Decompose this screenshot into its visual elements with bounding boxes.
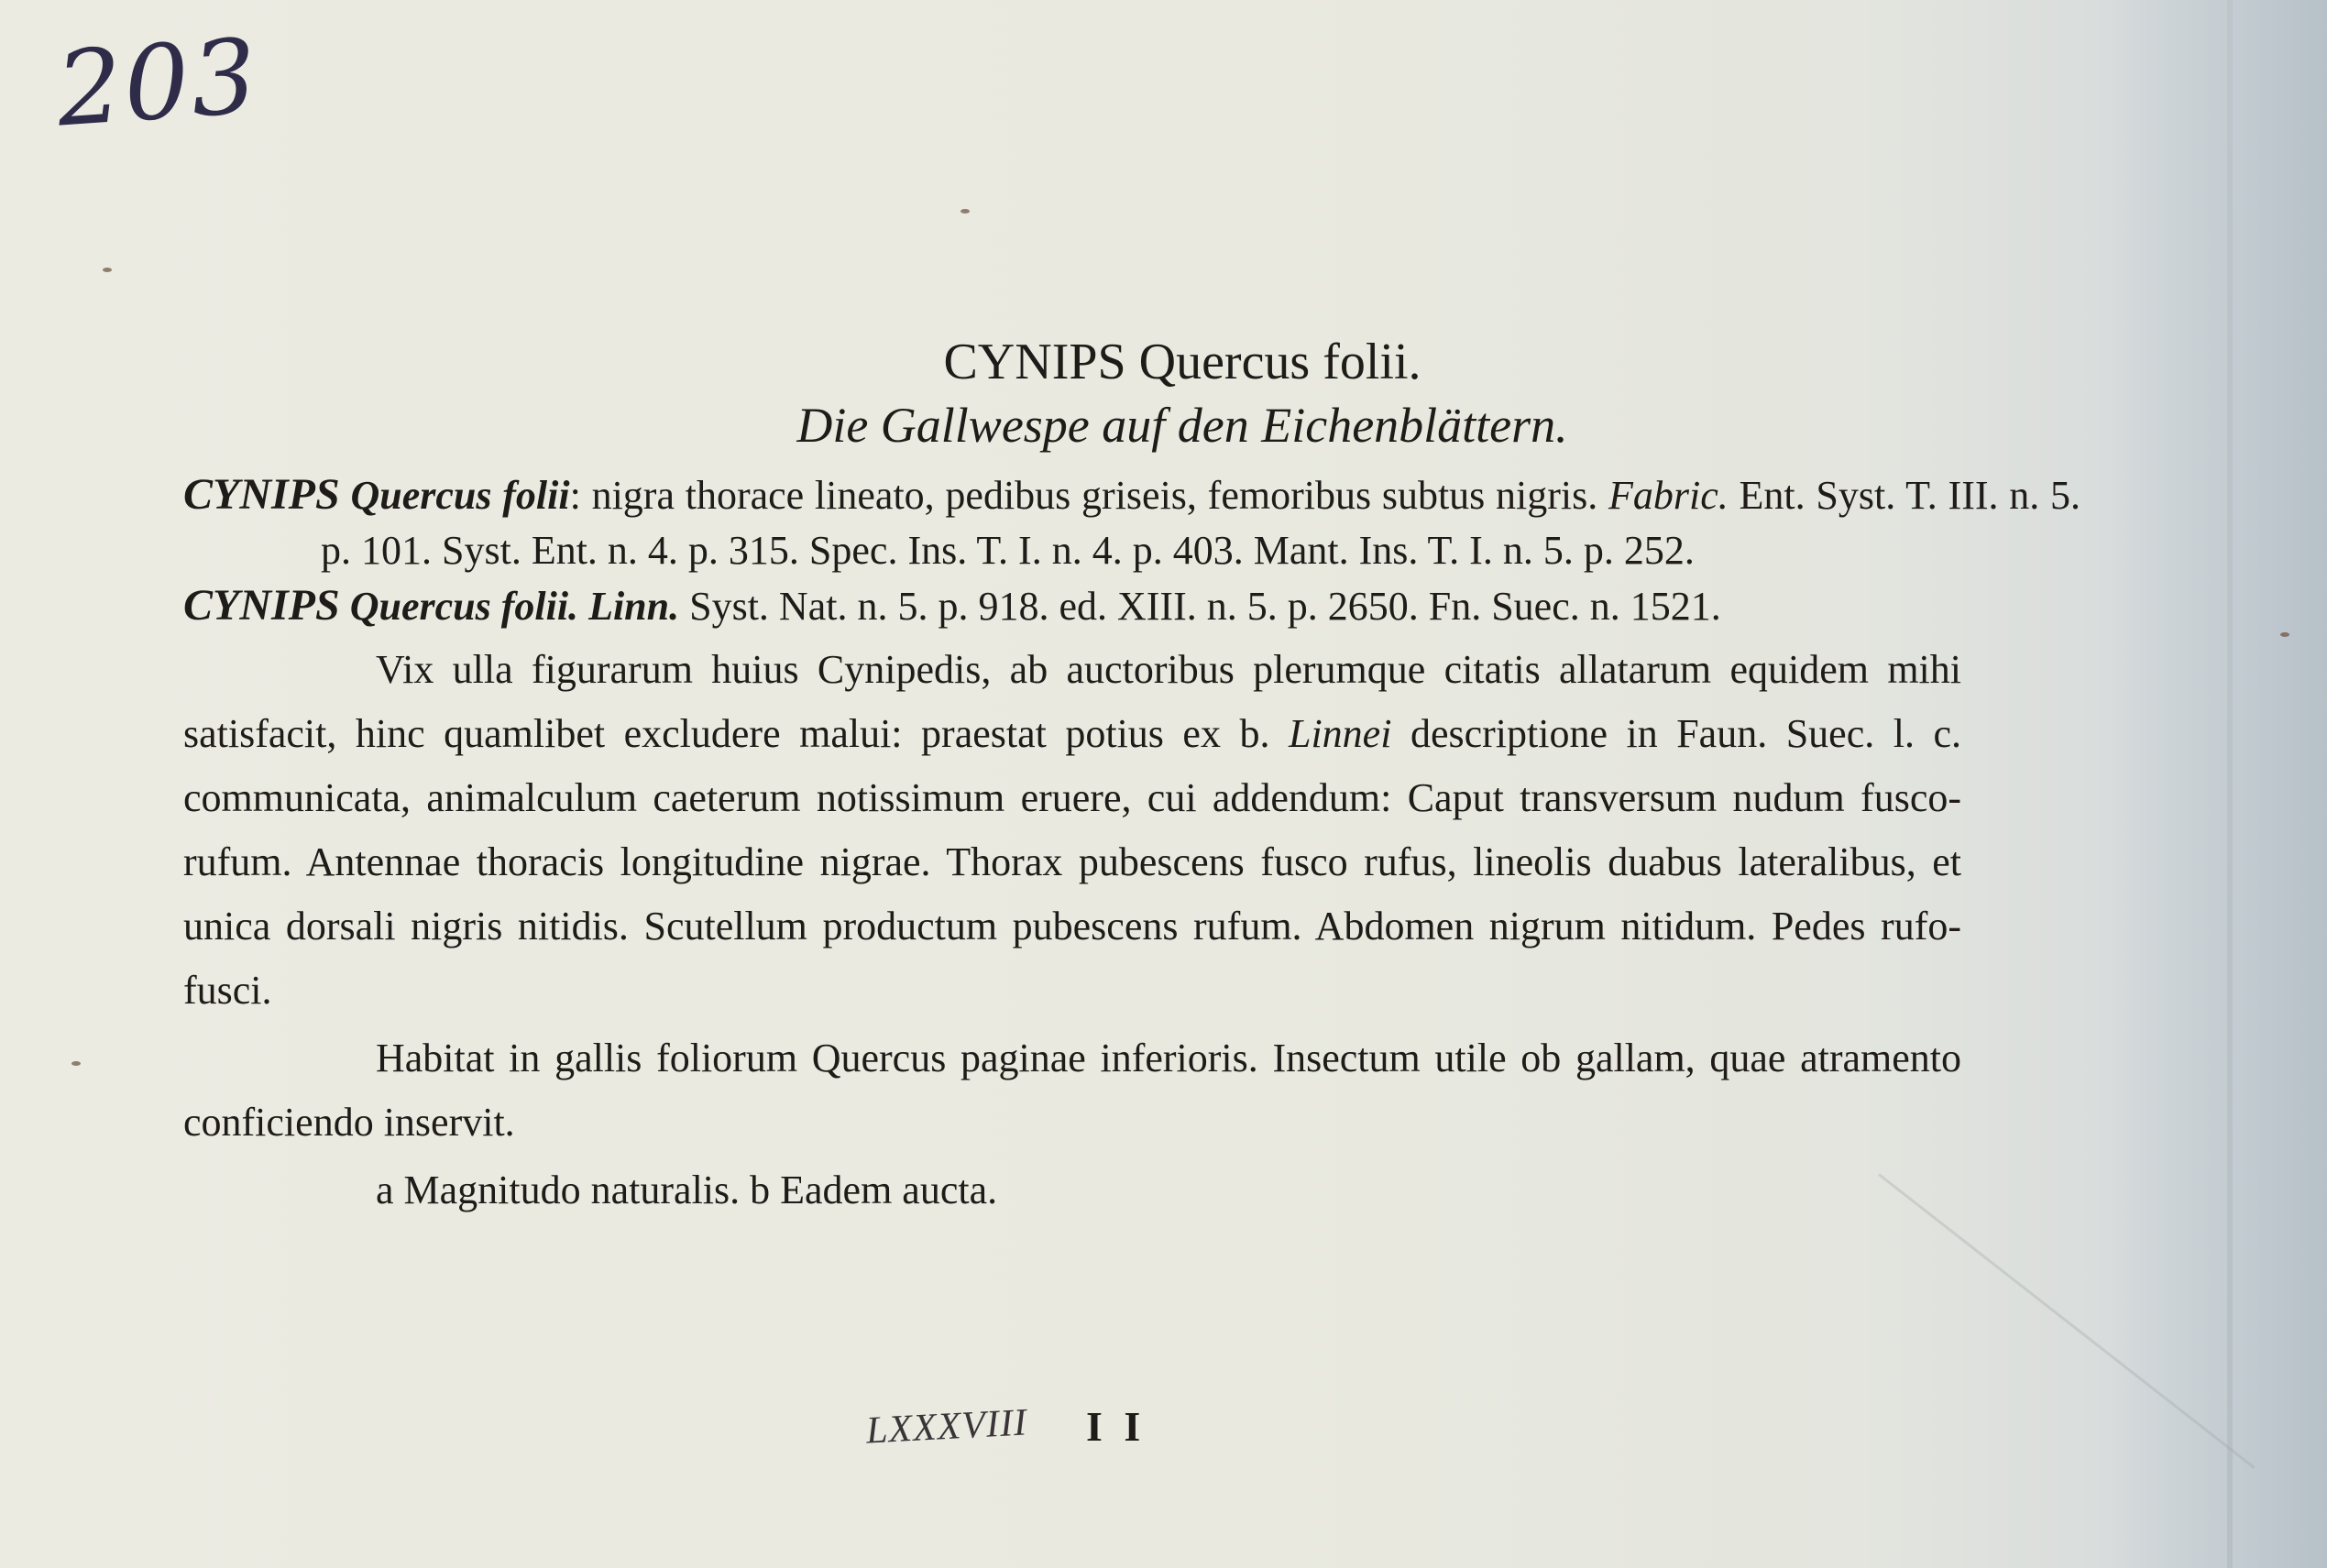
author-fabricius: Fabric. bbox=[1608, 473, 1729, 518]
page-shadow bbox=[2108, 0, 2327, 1568]
genus-name: CYNIPS bbox=[183, 470, 340, 519]
description-paragraph bbox=[183, 638, 1961, 1023]
synonymy-entry-fabricius bbox=[183, 467, 2080, 578]
paper-speck bbox=[103, 268, 112, 272]
species-name: Quercus folii. bbox=[349, 584, 579, 629]
handwritten-folio-number: 203 bbox=[52, 16, 263, 150]
paper-speck bbox=[71, 1061, 81, 1066]
paragraph-text: Vix ulla figurarum huius Cynipedis, ab auctoribus plerumque citatis allatarum equidem mihi satisfacit, hinc quamlibet excludere malui: praestat potius ex b. bbox=[183, 647, 1961, 756]
signature-mark: I I bbox=[1085, 1403, 1147, 1450]
paper-speck bbox=[960, 209, 970, 214]
plate-text bbox=[183, 330, 2080, 1221]
habitat-paragraph: Habitat in gallis foliorum Quercus paginae inferioris. Insectum utile ob gallam, quae atramento conficiendo inservit. bbox=[183, 1036, 1961, 1145]
handwritten-plate-number: LXXXVIII bbox=[864, 1400, 1029, 1453]
figure-caption: a Magnitudo naturalis. b Eadem aucta. bbox=[376, 1168, 998, 1212]
page-title: CYNIPS Quercus folii. bbox=[943, 334, 1421, 390]
paragraph-text: descriptione in Faun. Suec. l. c. communicata, animalculum caeterum notissimum eruere, cui addendum: Caput transversum nudum fusco-rufum. Antennae thoracis longitudine nigrae. Thorax pubescens fusco rufus, lineolis duabus lateralibus, et unica dorsali nigris nitidis. Scutellum productum pubescens rufum. Abdomen nigrum nitidum. Pedes rufo-fusci. bbox=[183, 711, 1962, 1013]
entry-colon: : bbox=[569, 473, 581, 518]
author-linnaeus: Linn. bbox=[588, 584, 680, 629]
entry-references: Syst. Nat. n. 5. p. 918. ed. XIII. n. 5. p. 2650. Fn. Suec. n. 1521. bbox=[679, 584, 1721, 629]
entry-diagnosis: nigra thorace lineato, pedibus griseis, femoribus subtus nigris. bbox=[580, 473, 1609, 518]
plate-footer bbox=[866, 1402, 1146, 1475]
page-subtitle: Die Gallwespe auf den Eichenblättern. bbox=[796, 398, 1568, 453]
genus-name: CYNIPS bbox=[183, 581, 340, 630]
entry-references: Ent. Syst. T. III. n. 5. p. 101. Syst. Ent. n. 4. p. 315. Spec. Ins. T. I. n. 4. p. 403. Mant. Ins. T. I. n. 5. p. 252. bbox=[321, 473, 2080, 573]
paragraph-name-italic: Linnei bbox=[1288, 711, 1392, 756]
species-name: Quercus folii bbox=[350, 473, 570, 518]
paper-speck bbox=[2280, 632, 2289, 637]
page-edge bbox=[2227, 0, 2233, 1568]
synonymy-entry-linnaeus bbox=[183, 578, 2080, 634]
